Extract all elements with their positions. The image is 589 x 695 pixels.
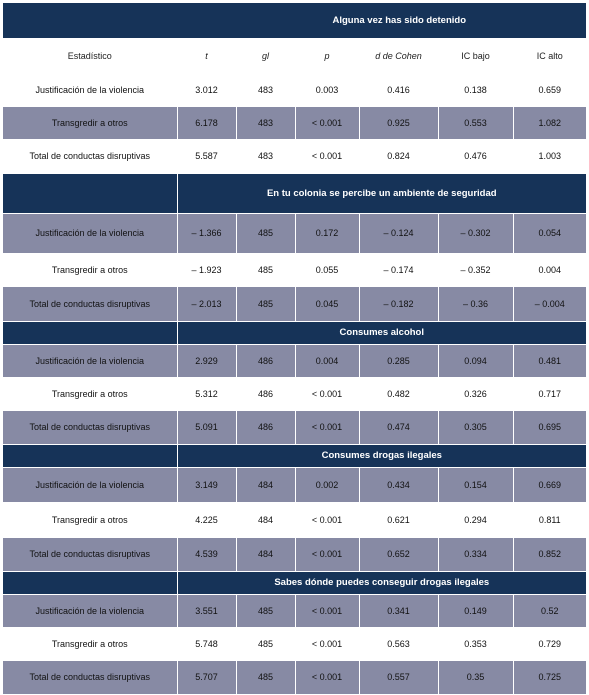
table-cell: 0.824 bbox=[359, 139, 438, 173]
row-label: Total de conductas disruptivas bbox=[3, 410, 177, 444]
table-cell: 0.094 bbox=[438, 344, 513, 377]
row-label: Justificación de la violencia bbox=[3, 467, 177, 502]
table-row bbox=[3, 253, 586, 286]
table-cell: 0.138 bbox=[438, 73, 513, 106]
table-cell: 0.004 bbox=[295, 344, 359, 377]
table-row bbox=[3, 213, 586, 253]
table-row bbox=[3, 594, 586, 627]
table-cell: 483 bbox=[236, 139, 295, 173]
table-cell: 4.539 bbox=[177, 537, 236, 571]
row-label: Justificación de la violencia bbox=[3, 73, 177, 106]
section-title-row bbox=[3, 321, 586, 344]
table-cell: 0.416 bbox=[359, 73, 438, 106]
table-cell: 484 bbox=[236, 467, 295, 502]
table-cell: 486 bbox=[236, 344, 295, 377]
table-cell: 0.154 bbox=[438, 467, 513, 502]
table-cell: 484 bbox=[236, 502, 295, 537]
column-header-row bbox=[3, 38, 586, 73]
table-cell: 0.717 bbox=[513, 377, 586, 410]
table-cell: – 0.124 bbox=[359, 213, 438, 253]
table-cell: 2.929 bbox=[177, 344, 236, 377]
table-cell: < 0.001 bbox=[295, 594, 359, 627]
table-cell: 0.054 bbox=[513, 213, 586, 253]
row-label: Transgredir a otros bbox=[3, 377, 177, 410]
table-cell: 5.091 bbox=[177, 410, 236, 444]
table-cell: 0.434 bbox=[359, 467, 438, 502]
table-cell: 0.482 bbox=[359, 377, 438, 410]
table-cell: 0.149 bbox=[438, 594, 513, 627]
column-header: gl bbox=[236, 38, 295, 73]
table-cell: 3.149 bbox=[177, 467, 236, 502]
column-header: Estadístico bbox=[3, 38, 177, 73]
table-cell: 485 bbox=[236, 286, 295, 321]
column-header: IC bajo bbox=[438, 38, 513, 73]
table-cell: 0.557 bbox=[359, 660, 438, 694]
column-header: p bbox=[295, 38, 359, 73]
table-cell: 3.551 bbox=[177, 594, 236, 627]
table-cell: < 0.001 bbox=[295, 410, 359, 444]
statistics-table bbox=[3, 3, 586, 695]
table-cell: 486 bbox=[236, 410, 295, 444]
table-cell: 0.811 bbox=[513, 502, 586, 537]
section-title-row bbox=[3, 173, 586, 213]
table-row bbox=[3, 467, 586, 502]
row-label: Justificación de la violencia bbox=[3, 594, 177, 627]
table-cell: 0.652 bbox=[359, 537, 438, 571]
section-title-blank bbox=[3, 321, 177, 344]
section-title-row bbox=[3, 444, 586, 467]
section-title: En tu colonia se percibe un ambiente de seguridad bbox=[177, 173, 586, 213]
row-label: Total de conductas disruptivas bbox=[3, 286, 177, 321]
table-cell: 0.669 bbox=[513, 467, 586, 502]
table-cell: 485 bbox=[236, 253, 295, 286]
table-cell: 0.305 bbox=[438, 410, 513, 444]
row-label: Justificación de la violencia bbox=[3, 213, 177, 253]
table-cell: 0.925 bbox=[359, 106, 438, 139]
table-cell: 485 bbox=[236, 213, 295, 253]
table-cell: 485 bbox=[236, 660, 295, 694]
table-cell: 0.563 bbox=[359, 627, 438, 660]
table-cell: < 0.001 bbox=[295, 377, 359, 410]
table-cell: 5.312 bbox=[177, 377, 236, 410]
section-title: Sabes dónde puedes conseguir drogas ilegales bbox=[177, 571, 586, 594]
section-title-blank bbox=[3, 571, 177, 594]
table-body bbox=[3, 3, 586, 694]
table-cell: – 0.352 bbox=[438, 253, 513, 286]
table-cell: 0.553 bbox=[438, 106, 513, 139]
table-cell: 0.35 bbox=[438, 660, 513, 694]
table-cell: 1.082 bbox=[513, 106, 586, 139]
table-cell: 0.353 bbox=[438, 627, 513, 660]
table-row bbox=[3, 377, 586, 410]
table-cell: 0.725 bbox=[513, 660, 586, 694]
section-title: Consumes alcohol bbox=[177, 321, 586, 344]
table-cell: < 0.001 bbox=[295, 537, 359, 571]
table-cell: 0.695 bbox=[513, 410, 586, 444]
section-title: Consumes drogas ilegales bbox=[177, 444, 586, 467]
table-cell: < 0.001 bbox=[295, 502, 359, 537]
table-cell: 0.326 bbox=[438, 377, 513, 410]
section-title: Alguna vez has sido detenido bbox=[3, 3, 586, 38]
column-header: IC alto bbox=[513, 38, 586, 73]
section-title-row bbox=[3, 3, 586, 38]
table-row bbox=[3, 502, 586, 537]
table-cell: 0.004 bbox=[513, 253, 586, 286]
table-cell: 483 bbox=[236, 106, 295, 139]
table-cell: – 2.013 bbox=[177, 286, 236, 321]
table-row bbox=[3, 286, 586, 321]
table-cell: 483 bbox=[236, 73, 295, 106]
row-label: Total de conductas disruptivas bbox=[3, 660, 177, 694]
table-cell: 0.52 bbox=[513, 594, 586, 627]
table-cell: 0.474 bbox=[359, 410, 438, 444]
row-label: Total de conductas disruptivas bbox=[3, 537, 177, 571]
row-label: Transgredir a otros bbox=[3, 253, 177, 286]
section-title-row bbox=[3, 571, 586, 594]
table-cell: – 1.366 bbox=[177, 213, 236, 253]
table-row bbox=[3, 660, 586, 694]
table-cell: 0.285 bbox=[359, 344, 438, 377]
table-cell: 0.729 bbox=[513, 627, 586, 660]
column-header: d de Cohen bbox=[359, 38, 438, 73]
table-cell: 0.294 bbox=[438, 502, 513, 537]
table-cell: 0.481 bbox=[513, 344, 586, 377]
row-label: Justificación de la violencia bbox=[3, 344, 177, 377]
table-cell: 0.476 bbox=[438, 139, 513, 173]
table-cell: 5.707 bbox=[177, 660, 236, 694]
table-row bbox=[3, 73, 586, 106]
table-cell: – 1.923 bbox=[177, 253, 236, 286]
table-cell: 0.045 bbox=[295, 286, 359, 321]
table-cell: < 0.001 bbox=[295, 660, 359, 694]
table-cell: 0.334 bbox=[438, 537, 513, 571]
table-row bbox=[3, 410, 586, 444]
table-cell: 5.748 bbox=[177, 627, 236, 660]
table-row bbox=[3, 344, 586, 377]
table-cell: 0.659 bbox=[513, 73, 586, 106]
section-title-blank bbox=[3, 173, 177, 213]
table-cell: 0.621 bbox=[359, 502, 438, 537]
table-cell: 0.341 bbox=[359, 594, 438, 627]
table-cell: 1.003 bbox=[513, 139, 586, 173]
table-cell: 0.003 bbox=[295, 73, 359, 106]
row-label: Total de conductas disruptivas bbox=[3, 139, 177, 173]
table-cell: 0.852 bbox=[513, 537, 586, 571]
table-row bbox=[3, 106, 586, 139]
row-label: Transgredir a otros bbox=[3, 627, 177, 660]
table-cell: 0.055 bbox=[295, 253, 359, 286]
table-cell: 485 bbox=[236, 594, 295, 627]
column-header: t bbox=[177, 38, 236, 73]
table-cell: 0.172 bbox=[295, 213, 359, 253]
table-cell: 484 bbox=[236, 537, 295, 571]
table-cell: 485 bbox=[236, 627, 295, 660]
table-cell: 5.587 bbox=[177, 139, 236, 173]
row-label: Transgredir a otros bbox=[3, 502, 177, 537]
table-row bbox=[3, 627, 586, 660]
table-cell: < 0.001 bbox=[295, 627, 359, 660]
table-cell: < 0.001 bbox=[295, 106, 359, 139]
table-cell: 3.012 bbox=[177, 73, 236, 106]
row-label: Transgredir a otros bbox=[3, 106, 177, 139]
table-cell: – 0.182 bbox=[359, 286, 438, 321]
table-cell: 4.225 bbox=[177, 502, 236, 537]
section-title-blank bbox=[3, 444, 177, 467]
table-cell: – 0.302 bbox=[438, 213, 513, 253]
table-row bbox=[3, 537, 586, 571]
table-cell: – 0.004 bbox=[513, 286, 586, 321]
table-cell: – 0.36 bbox=[438, 286, 513, 321]
table-cell: – 0.174 bbox=[359, 253, 438, 286]
table-row bbox=[3, 139, 586, 173]
table-cell: < 0.001 bbox=[295, 139, 359, 173]
table-cell: 486 bbox=[236, 377, 295, 410]
table-cell: 0.002 bbox=[295, 467, 359, 502]
table-cell: 6.178 bbox=[177, 106, 236, 139]
